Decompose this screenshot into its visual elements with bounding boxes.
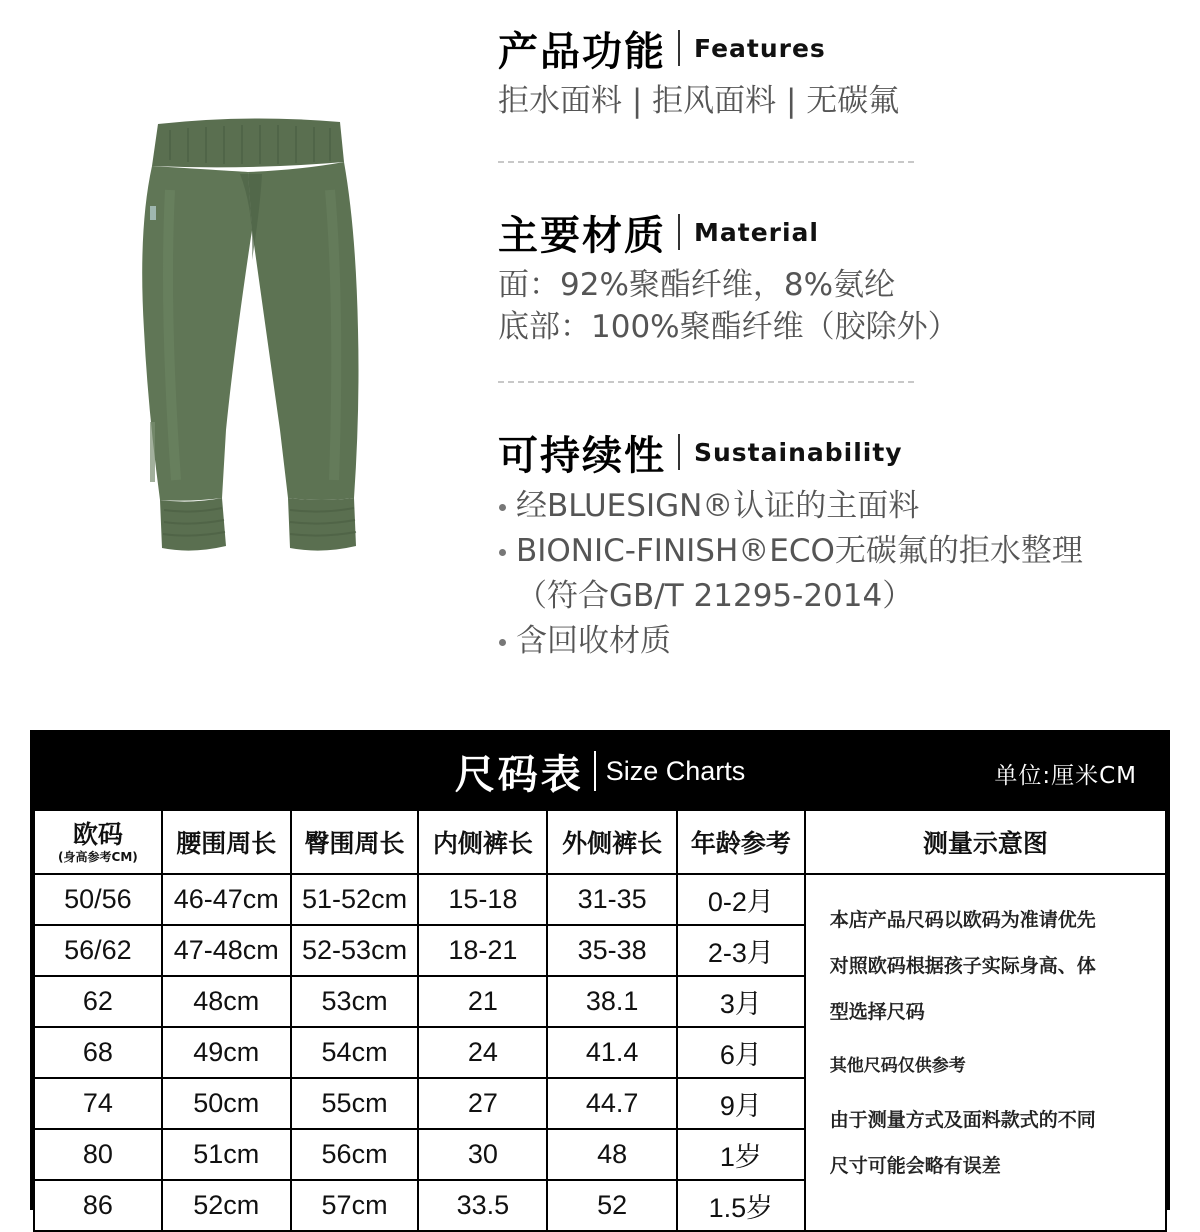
cell-waist: 50cm <box>162 1078 291 1129</box>
note-line: 尺寸可能会略有误差 <box>829 1155 1001 1177</box>
table-row <box>34 874 1166 925</box>
bullet-dot-icon <box>498 484 516 529</box>
cell-inseam: 15-18 <box>418 874 547 925</box>
bullet-text: 经BLUESIGN®认证的主面料 <box>516 488 920 524</box>
cell-eu-size: 56/62 <box>34 925 162 976</box>
dashed-divider <box>498 161 914 163</box>
material-title: 主要材质 <box>498 212 666 259</box>
features-title-en: Features <box>694 33 826 63</box>
header-diagram: 测量示意图 <box>805 810 1166 874</box>
cell-outseam: 31-35 <box>547 874 677 925</box>
sustainability-title-en: Sustainability <box>694 437 903 467</box>
cell-hip: 55cm <box>291 1078 419 1129</box>
features-line: 拒水面料 | 拒风面料 | 无碳氟 <box>498 83 900 119</box>
header-outseam: 外侧裤长 <box>547 810 677 874</box>
bullet-text: （符合GB/T 21295-2014） <box>516 578 914 614</box>
cell-hip: 56cm <box>291 1129 419 1180</box>
cell-waist: 47-48cm <box>162 925 291 976</box>
cell-age: 2-3月 <box>677 925 805 976</box>
material-title-en: Material <box>694 217 819 247</box>
material-header <box>498 204 1178 260</box>
cell-eu-size: 86 <box>34 1180 162 1231</box>
bullet-text: BIONIC-FINISH®ECO无碳氟的拒水整理 <box>516 533 1083 569</box>
title-divider <box>594 751 596 791</box>
note-line: 由于测量方式及面料款式的不同 <box>829 1109 1096 1131</box>
cell-hip: 54cm <box>291 1027 419 1078</box>
dashed-divider <box>498 381 914 383</box>
cell-hip: 52-53cm <box>291 925 419 976</box>
cell-age: 6月 <box>677 1027 805 1078</box>
bullet-item <box>498 484 1178 529</box>
size-chart-header <box>33 733 1167 809</box>
cell-waist: 52cm <box>162 1180 291 1231</box>
header-age: 年龄参考 <box>677 810 805 874</box>
size-table <box>33 809 1167 1232</box>
header-waist: 腰围周长 <box>162 810 291 874</box>
pants-illustration <box>130 110 390 570</box>
cell-inseam: 18-21 <box>418 925 547 976</box>
cell-hip: 57cm <box>291 1180 419 1231</box>
material-section <box>498 204 1178 348</box>
cell-inseam: 24 <box>418 1027 547 1078</box>
cell-inseam: 30 <box>418 1129 547 1180</box>
cell-waist: 49cm <box>162 1027 291 1078</box>
material-line-1: 面：92%聚酯纤维，8%氨纶 <box>498 267 896 303</box>
cell-hip: 53cm <box>291 976 419 1027</box>
notes-cell <box>805 874 1166 1231</box>
bullet-item <box>498 529 1178 574</box>
cell-outseam: 44.7 <box>547 1078 677 1129</box>
cell-age: 9月 <box>677 1078 805 1129</box>
note-line: 其他尺码仅供参考 <box>829 1056 966 1076</box>
header-label: 欧码 <box>72 820 123 849</box>
sustainability-section <box>498 424 1178 664</box>
table-header-row <box>34 810 1166 874</box>
bullet-dot-icon <box>498 619 516 664</box>
cell-eu-size: 62 <box>34 976 162 1027</box>
cell-inseam: 21 <box>418 976 547 1027</box>
sustainability-title: 可持续性 <box>498 432 666 479</box>
bullet-text: 含回收材质 <box>516 623 671 659</box>
header-eu-size <box>34 810 162 874</box>
cell-age: 1.5岁 <box>677 1180 805 1231</box>
cell-outseam: 48 <box>547 1129 677 1180</box>
cell-waist: 51cm <box>162 1129 291 1180</box>
note-line: 型选择尺码 <box>829 1001 925 1023</box>
unit-label: 单位:厘米CM <box>994 763 1137 789</box>
cell-outseam: 38.1 <box>547 976 677 1027</box>
bullet-dot-icon <box>498 529 516 574</box>
header-sublabel: (身高参考CM) <box>58 850 138 864</box>
cell-inseam: 33.5 <box>418 1180 547 1231</box>
features-section <box>498 20 1178 122</box>
cell-outseam: 52 <box>547 1180 677 1231</box>
cell-age: 3月 <box>677 976 805 1027</box>
cell-eu-size: 80 <box>34 1129 162 1180</box>
title-divider <box>678 30 680 66</box>
cell-inseam: 27 <box>418 1078 547 1129</box>
bullet-item <box>498 619 1178 664</box>
bullet-continuation <box>498 574 1178 619</box>
size-chart <box>30 730 1170 1223</box>
sustainability-header <box>498 424 1178 480</box>
header-inseam: 内侧裤长 <box>418 810 547 874</box>
note-line: 本店产品尺码以欧码为准请优先 <box>829 909 1096 931</box>
cell-age: 1岁 <box>677 1129 805 1180</box>
size-chart-title-en: Size Charts <box>605 755 746 786</box>
cell-waist: 48cm <box>162 976 291 1027</box>
cell-eu-size: 74 <box>34 1078 162 1129</box>
features-title: 产品功能 <box>498 28 666 75</box>
cell-age: 0-2月 <box>677 874 805 925</box>
product-image <box>130 110 390 570</box>
cell-eu-size: 68 <box>34 1027 162 1078</box>
title-divider <box>678 214 680 250</box>
cell-eu-size: 50/56 <box>34 874 162 925</box>
features-header <box>498 20 1178 76</box>
cell-outseam: 41.4 <box>547 1027 677 1078</box>
material-line-2: 底部：100%聚酯纤维（胶除外） <box>498 309 959 345</box>
header-hip: 臀围周长 <box>291 810 419 874</box>
cell-waist: 46-47cm <box>162 874 291 925</box>
cell-outseam: 35-38 <box>547 925 677 976</box>
note-line: 对照欧码根据孩子实际身高、体 <box>829 955 1096 977</box>
cell-hip: 51-52cm <box>291 874 419 925</box>
title-divider <box>678 434 680 470</box>
size-chart-title: 尺码表 <box>454 751 584 798</box>
